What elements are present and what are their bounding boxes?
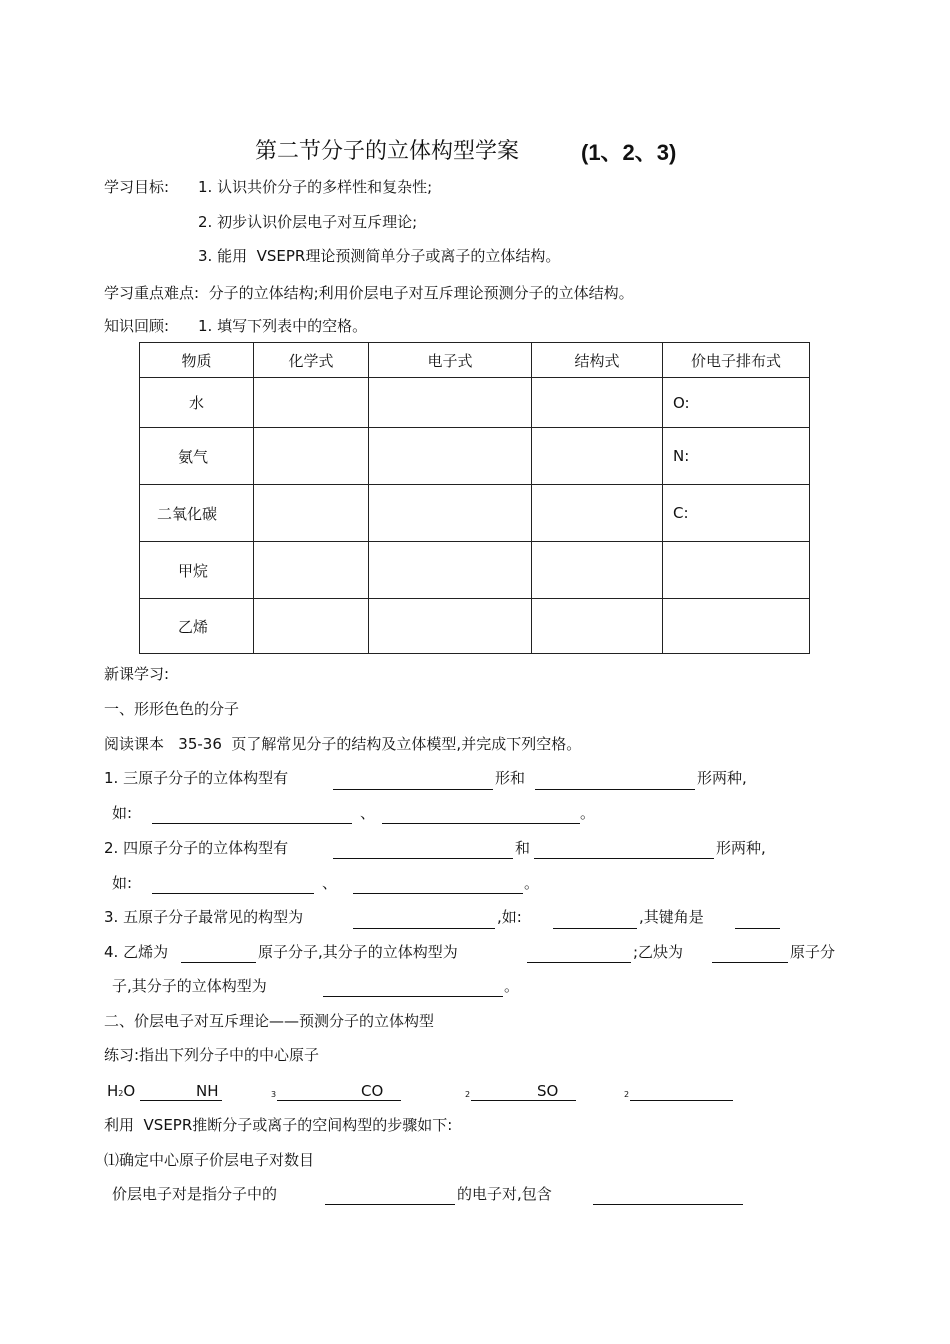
molecule-nh3-sub: 3 [271,1090,277,1099]
q3-text-c: ,其键角是 [639,908,704,926]
q4-text-d: 原子分 [790,943,836,961]
cell-electron-formula[interactable] [369,428,532,485]
q1-example-label: 如: [112,804,133,822]
cell-substance: 乙烯 [140,599,254,654]
header-formula: 化学式 [254,343,369,378]
cell-electron-formula[interactable] [369,599,532,654]
q1-example-blank-1[interactable] [152,823,352,824]
key-points: 学习重点难点: 分子的立体结构;利用价层电子对互斥理论预测分子的立体结构。 [104,284,634,302]
step1-heading: ⑴确定中心原子价层电子对数目 [104,1151,315,1169]
molecule-h2o: H2O [107,1082,136,1100]
q1-text-b: 形和 [495,769,526,787]
q3-text-b: ,如: [497,908,522,926]
q2-text-c: 形两种, [716,839,766,857]
molecule-so2: SO [537,1082,559,1100]
q1-blank-1[interactable] [333,789,493,790]
q4-blank-4[interactable] [323,996,503,997]
step1-blank-1[interactable] [325,1204,455,1205]
q4-text-c: ;乙炔为 [633,943,684,961]
cell-valence-config[interactable] [663,542,810,599]
cell-valence-config[interactable] [663,599,810,654]
cell-electron-formula[interactable] [369,378,532,428]
q4-end: 。 [504,977,520,995]
header-valence-config: 价电子排布式 [663,343,810,378]
cell-substance: 氨气 [140,428,254,485]
cell-formula[interactable] [254,378,369,428]
q3-text-a: 3. 五原子分子最常见的构型为 [104,908,304,926]
nh3-answer-blank[interactable] [277,1100,401,1101]
cell-formula[interactable] [254,599,369,654]
title-numbers: (1、2、3) [581,140,677,165]
q3-blank-2[interactable] [553,928,637,929]
cell-substance: 水 [140,378,254,428]
step1-desc-b: 的电子对,包含 [457,1185,552,1203]
q2-text-a: 2. 四原子分子的立体构型有 [104,839,289,857]
section2-heading: 二、价层电子对互斥理论——预测分子的立体构型 [104,1012,435,1030]
cell-electron-formula[interactable] [369,485,532,542]
header-structural-formula: 结构式 [532,343,663,378]
q1-blank-2[interactable] [535,789,695,790]
q4-text-b: 原子分子,其分子的立体构型为 [258,943,458,961]
step1-desc-a: 价层电子对是指分子中的 [112,1185,278,1203]
q2-text-b: 和 [515,839,531,857]
q2-blank-1[interactable] [333,858,513,859]
q4-text-a: 4. 乙烯为 [104,943,169,961]
q4-blank-1[interactable] [181,962,256,963]
molecule-co2-sub: 2 [465,1090,471,1099]
objective-item: 2. 初步认识价层电子对互斥理论; [198,213,418,231]
cell-valence-config[interactable]: N: [663,428,810,485]
q4-blank-2[interactable] [527,962,631,963]
cell-formula[interactable] [254,485,369,542]
steps-intro: 利用 VSEPR推断分子或离子的空间构型的步骤如下: [104,1116,453,1134]
q1-example-blank-2[interactable] [382,823,580,824]
so2-answer-blank[interactable] [630,1100,733,1101]
objective-item: 3. 能用 VSEPR理论预测简单分子或离子的立体结构。 [198,247,561,265]
title-text: 第二节分子的立体构型学案 [255,139,520,164]
molecule-so2-sub: 2 [624,1090,630,1099]
q1-separator: 、 [360,804,376,822]
page-title [255,141,519,163]
q2-separator: 、 [322,874,338,892]
q4-blank-3[interactable] [712,962,788,963]
new-lesson-label: 新课学习: [104,665,170,683]
q4-text-e: 子,其分子的立体构型为 [112,977,267,995]
q2-blank-2[interactable] [534,858,714,859]
q1-end: 。 [580,804,596,822]
q1-text-c: 形两种, [697,769,747,787]
molecule-co2: CO [361,1082,384,1100]
q2-end: 。 [524,874,540,892]
section1-heading: 一、形形色色的分子 [104,700,240,718]
objective-item: 1. 认识共价分子的多样性和复杂性; [198,178,433,196]
header-substance: 物质 [140,343,254,378]
read-instruction: 阅读课本 35-36 页了解常见分子的结构及立体模型,并完成下列空格。 [104,735,582,753]
practice-instruction: 练习:指出下列分子中的中心原子 [104,1046,320,1064]
review-text: 1. 填写下列表中的空格。 [198,317,368,335]
cell-structural-formula[interactable] [532,485,663,542]
cell-formula[interactable] [254,542,369,599]
cell-structural-formula[interactable] [532,599,663,654]
review-table [139,342,810,654]
cell-valence-config[interactable]: O: [663,378,810,428]
step1-blank-2[interactable] [593,1204,743,1205]
q3-blank-3[interactable] [735,928,780,929]
cell-substance: 甲烷 [140,542,254,599]
cell-structural-formula[interactable] [532,542,663,599]
q1-text-a: 1. 三原子分子的立体构型有 [104,769,289,787]
co2-answer-blank[interactable] [471,1100,576,1101]
cell-electron-formula[interactable] [369,542,532,599]
q2-example-label: 如: [112,874,133,892]
cell-formula[interactable] [254,428,369,485]
review-label: 知识回顾: [104,317,170,335]
cell-structural-formula[interactable] [532,428,663,485]
q2-example-blank-1[interactable] [152,893,314,894]
header-electron-formula: 电子式 [369,343,532,378]
q3-blank-1[interactable] [353,928,495,929]
objectives-label: 学习目标: [104,178,170,196]
cell-valence-config[interactable]: C: [663,485,810,542]
q2-example-blank-2[interactable] [353,893,523,894]
cell-structural-formula[interactable] [532,378,663,428]
molecule-nh3: NH [196,1082,219,1100]
cell-substance: 二氧化碳 [140,485,254,542]
h2o-answer-blank[interactable] [140,1100,222,1101]
